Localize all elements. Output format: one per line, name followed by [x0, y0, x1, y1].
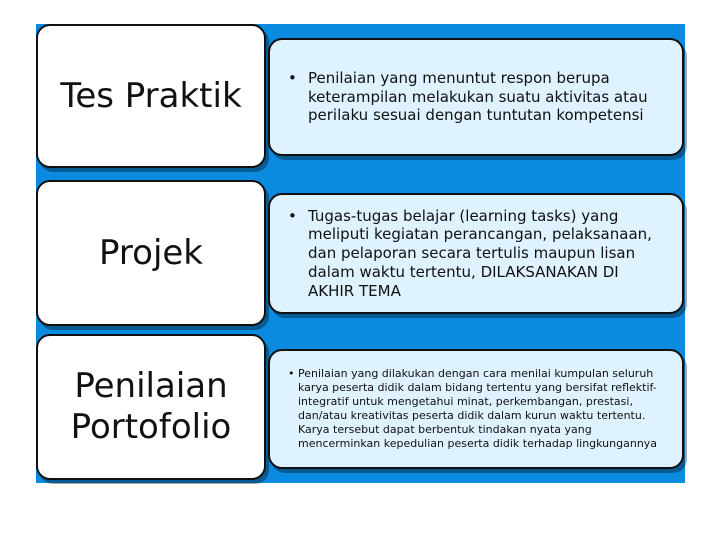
description-box-tes-praktik — [268, 38, 684, 156]
bullet-marker: • — [288, 366, 295, 380]
bullet-marker: • — [288, 206, 297, 225]
term-box-tes-praktik — [36, 24, 266, 168]
term-box-penilaian-portofolio — [36, 334, 266, 480]
description-text: Tugas-tugas belajar (learning tasks) yang meliputi kegiatan perancangan, pelaksanaan, dan pelaporan secara tertulis maupun lisan dalam waktu tertentu, DILAKSANAKAN DI AKHIR TEMA — [308, 206, 652, 300]
term-label: Tes Praktik — [60, 75, 242, 116]
description-box-penilaian-portofolio — [268, 349, 684, 469]
description-text: Penilaian yang dilakukan dengan cara menilai kumpulan seluruh karya peserta didik dalam bidang tertentu yang bersifat reflektif-integratif untuk mengetahui minat, perkembangan, prestasi, dan/atau kreativitas peserta didik dalam kurun waktu tertentu. Karya tersebut dapat berbentuk tindakan nyata yang mencerminkan kepedulian peserta didik terhadap lingkungannya — [298, 366, 658, 451]
term-box-projek — [36, 180, 266, 326]
description-text: Penilaian yang menuntut respon berupa keterampilan melakukan suatu aktivitas atau perilaku sesuai dengan tuntutan kompetensi — [308, 68, 648, 125]
bullet-marker: • — [288, 68, 297, 87]
term-label: Penilaian Portofolio — [70, 366, 232, 447]
term-label: Projek — [99, 232, 203, 273]
description-box-projek — [268, 193, 684, 314]
